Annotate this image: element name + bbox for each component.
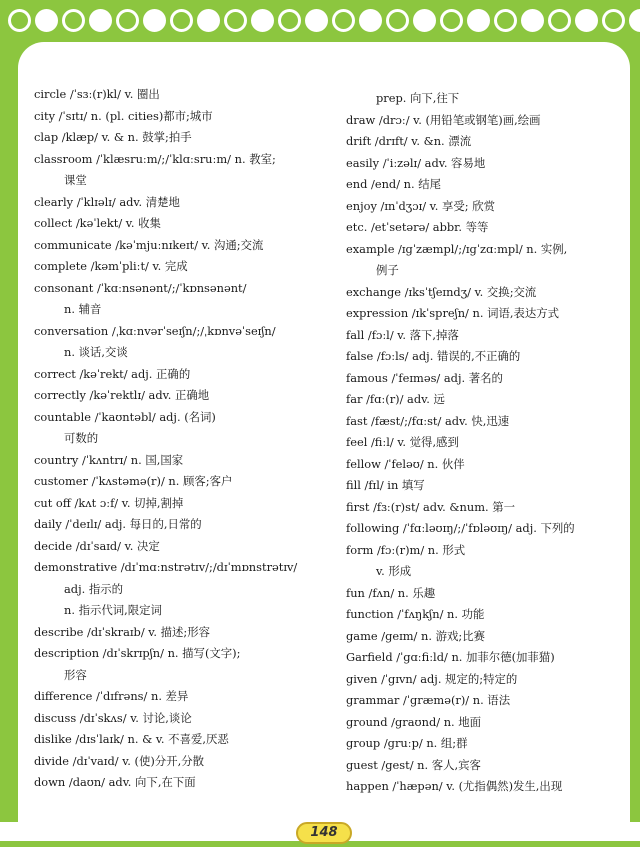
- glossary-entry: drift /drɪft/ v. &n. 漂流: [346, 134, 472, 148]
- ring-ornament: [197, 9, 220, 32]
- ring-ornament: [359, 9, 382, 32]
- ring-ornament: [413, 9, 436, 32]
- glossary-entry: divide /dɪˈvaɪd/ v. (使)分开,分散: [34, 753, 204, 768]
- glossary-entry: exchange /ɪksˈtʃeɪndʒ/ v. 交换;交流: [346, 284, 537, 299]
- glossary-entry: feel /fiːl/ v. 觉得,感到: [346, 435, 459, 449]
- ring-ornament: [35, 9, 58, 32]
- glossary-entry: demonstrative /dɪˈmɑːnstrətɪv/;/dɪˈmɒnstrətɪv/: [34, 560, 298, 574]
- glossary-entry: fellow /ˈfeləʊ/ n. 伙伴: [346, 456, 465, 471]
- glossary-entry: Garfield /ˈgɑːfiːld/ n. 加菲尔德(加菲猫): [346, 650, 555, 664]
- glossary-entry: communicate /kəˈmjuːnɪkeɪt/ v. 沟通;交流: [34, 237, 264, 252]
- ring-ornament: [629, 9, 640, 32]
- glossary-entry: fast /fæst/;/fɑːst/ adv. 快,迅速: [346, 413, 510, 428]
- ring-ornament: [332, 9, 355, 32]
- glossary-entry: down /daʊn/ adv. 向下,在下面: [34, 775, 196, 789]
- glossary-entry: ground /graʊnd/ n. 地面: [346, 714, 482, 729]
- glossary-entry: discuss /dɪˈskʌs/ v. 讨论,谈论: [34, 710, 192, 725]
- ring-ornament: [575, 9, 598, 32]
- glossary-entry: collect /kəˈlekt/ v. 收集: [34, 216, 161, 230]
- ring-ornament: [89, 9, 112, 32]
- decorative-ring-border: [0, 0, 640, 40]
- glossary-entry: fill /fɪl/ in 填写: [346, 478, 425, 492]
- glossary-entry: classroom /ˈklæsruːm/;/ˈklɑːsruːm/ n. 教室;: [34, 151, 276, 166]
- glossary-entry: country /ˈkʌntrɪ/ n. 国,国家: [34, 452, 184, 467]
- ring-ornament: [305, 9, 328, 32]
- glossary-entry: clap /klæp/ v. & n. 鼓掌;拍手: [34, 130, 192, 144]
- glossary-entry: difference /ˈdɪfrəns/ n. 差异: [34, 689, 189, 703]
- glossary-entry: city /ˈsɪtɪ/ n. (pl. cities)都市;城市: [34, 108, 213, 123]
- glossary-entry: easily /ˈiːzəlɪ/ adv. 容易地: [346, 155, 486, 170]
- glossary-entry: expression /ɪkˈspreʃn/ n. 词语,表达方式: [346, 306, 560, 320]
- glossary-entry: complete /kəmˈpliːt/ v. 完成: [34, 259, 188, 273]
- glossary-entry: form /fɔː(r)m/ n. 形式: [346, 542, 466, 557]
- glossary-entry: countable /ˈkaʊntəbl/ adj. (名词): [34, 409, 216, 424]
- ring-ornament: [251, 9, 274, 32]
- ring-ornament: [170, 9, 193, 32]
- glossary-entry: cut off /kʌt ɔːf/ v. 切掉,割掉: [34, 495, 184, 510]
- glossary-entry: circle /ˈsɜː(r)kl/ v. 圈出: [34, 87, 160, 101]
- glossary-entry: function /ˈfʌŋkʃn/ n. 功能: [346, 607, 485, 621]
- glossary-entry-continuation: prep. 向下,往下: [376, 91, 460, 105]
- ring-ornament: [116, 9, 139, 32]
- glossary-entry: correct /kəˈrekt/ adj. 正确的: [34, 366, 191, 381]
- glossary-entry: false /fɔːls/ adj. 错误的,不正确的: [346, 349, 521, 363]
- ring-ornament: [521, 9, 544, 32]
- ring-ornament: [278, 9, 301, 32]
- glossary-column-left: [34, 84, 334, 794]
- ring-ornament: [8, 9, 31, 32]
- glossary-entry-continuation: n. 辅音: [64, 302, 102, 316]
- glossary-entry: game /geɪm/ n. 游戏;比赛: [346, 628, 485, 643]
- glossary-entry: grammar /ˈgræmə(r)/ n. 语法: [346, 693, 511, 707]
- glossary-entry: enjoy /ɪnˈdʒɔɪ/ v. 享受; 欣赏: [346, 198, 496, 213]
- ring-ornament: [224, 9, 247, 32]
- glossary-entry-continuation: 可数的: [64, 431, 99, 445]
- glossary-entry-continuation: n. 谈话,交谈: [64, 345, 128, 359]
- glossary-entry: group /gruːp/ n. 组;群: [346, 736, 468, 750]
- glossary-entry: correctly /kəˈrektlɪ/ adv. 正确地: [34, 388, 210, 402]
- glossary-entry: describe /dɪˈskraɪb/ v. 描述;形容: [34, 624, 211, 639]
- glossary-entry: etc. /etˈsetərə/ abbr. 等等: [346, 220, 489, 234]
- glossary-entry: customer /ˈkʌstəmə(r)/ n. 顾客;客户: [34, 474, 233, 488]
- glossary-entry: consonant /ˈkɑːnsənənt/;/ˈkɒnsənənt/: [34, 280, 247, 295]
- ring-ornament: [386, 9, 409, 32]
- glossary-entry: decide /dɪˈsaɪd/ v. 决定: [34, 538, 160, 553]
- ring-ornament: [143, 9, 166, 32]
- glossary-entry: first /fɜː(r)st/ adv. &num. 第一: [346, 499, 516, 514]
- glossary-entry: guest /gest/ n. 客人,宾客: [346, 757, 481, 772]
- glossary-entry-continuation: 课堂: [64, 173, 87, 187]
- ring-ornament: [602, 9, 625, 32]
- glossary-entry: given /ˈgɪvn/ adj. 规定的;特定的: [346, 671, 518, 686]
- glossary-entry: description /dɪˈskrɪpʃn/ n. 描写(文字);: [34, 646, 241, 660]
- glossary-entry: daily /ˈdeɪlɪ/ adj. 每日的,日常的: [34, 517, 202, 531]
- ring-ornament: [467, 9, 490, 32]
- glossary-entry: famous /ˈfeɪməs/ adj. 著名的: [346, 370, 503, 385]
- glossary-entry: following /ˈfɑːləʊɪŋ/;/ˈfɒləʊɪŋ/ adj. 下列的: [346, 521, 575, 535]
- glossary-entry: far /fɑː(r)/ adv. 远: [346, 392, 445, 406]
- glossary-entry: fun /fʌn/ n. 乐趣: [346, 585, 436, 600]
- glossary-entry: clearly /ˈklɪəlɪ/ adv. 清楚地: [34, 194, 180, 209]
- glossary-entry-continuation: 形容: [64, 667, 87, 682]
- glossary-entry: end /end/ n. 结尾: [346, 177, 442, 191]
- glossary-entry: draw /drɔː/ v. (用铅笔或钢笔)画,绘画: [346, 112, 541, 127]
- ring-ornament: [494, 9, 517, 32]
- glossary-entry: dislike /dɪsˈlaɪk/ n. & v. 不喜爱,厌恶: [34, 732, 229, 746]
- glossary-column-right: [346, 88, 630, 798]
- glossary-entry: conversation /ˌkɑːnvərˈseɪʃn/;/ˌkɒnvəˈseɪʃn/: [34, 323, 276, 338]
- ring-ornament: [548, 9, 571, 32]
- glossary-entry: fall /fɔːl/ v. 落下,掉落: [346, 327, 459, 342]
- ring-ornament: [440, 9, 463, 32]
- glossary-entry-continuation: v. 形成: [376, 564, 412, 578]
- glossary-entry-continuation: 例子: [376, 263, 399, 277]
- glossary-entry-continuation: adj. 指示的: [64, 581, 124, 596]
- ring-ornament: [62, 9, 85, 32]
- glossary-entry: happen /ˈhæpən/ v. (尤指偶然)发生,出现: [346, 779, 563, 793]
- glossary-entry: example /ɪgˈzæmpl/;/ɪgˈzɑːmpl/ n. 实例,: [346, 241, 568, 256]
- page-number-badge: 148: [296, 822, 352, 844]
- glossary-entry-continuation: n. 指示代词,限定词: [64, 603, 162, 617]
